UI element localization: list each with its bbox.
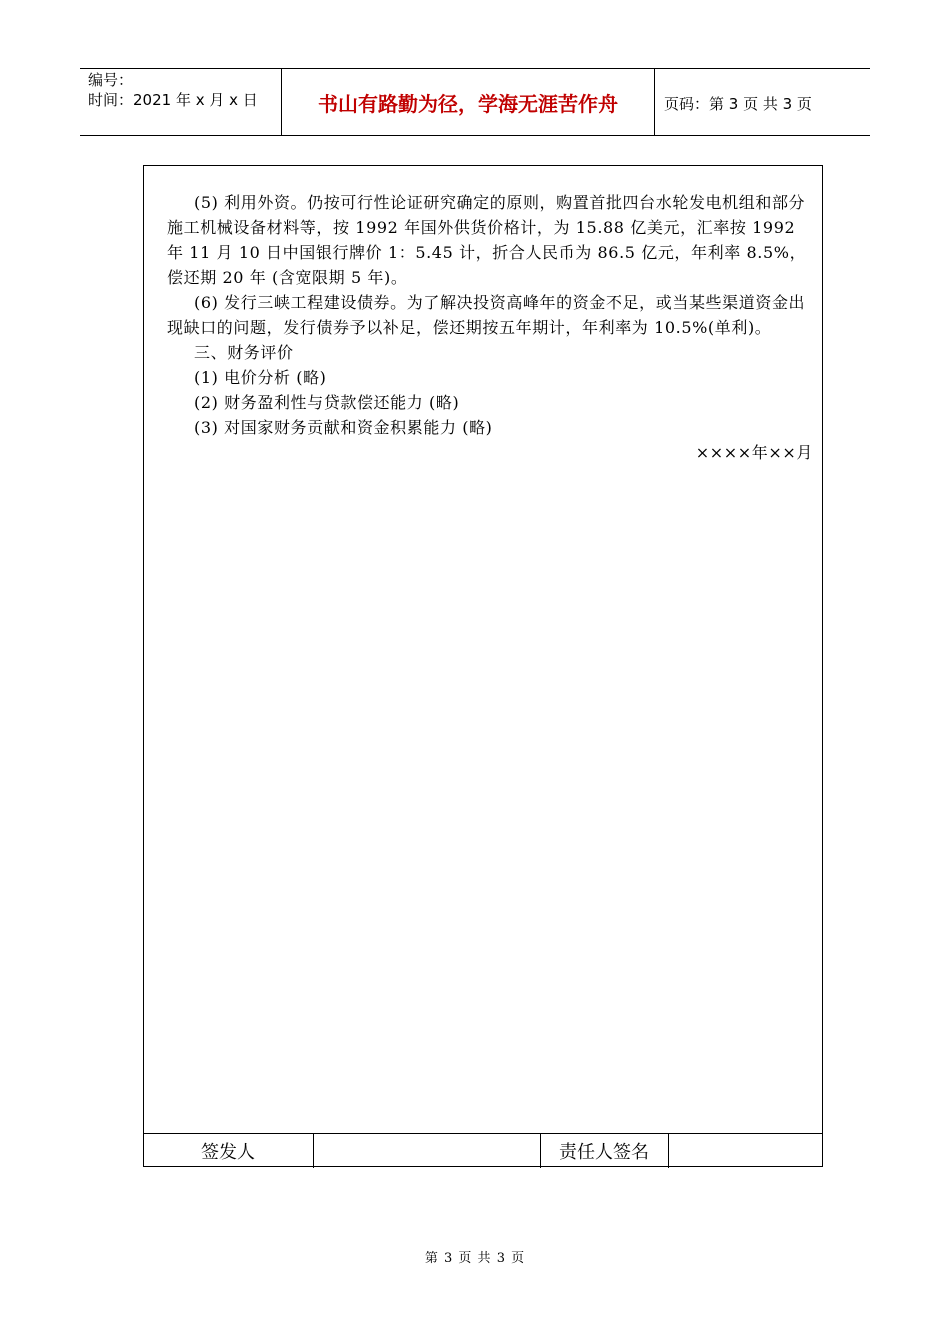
- issuer-label: 签发人: [201, 1142, 255, 1163]
- paragraph-construction-bonds: (6) 发行三峡工程建设债券。为了解决投资高峰年的资金不足，或当某些渠道资金出现缺口的问题，发行债券予以补足，偿还期按五年期计，年利率为 10.5%(单利)。: [167, 293, 806, 337]
- header-motto: 书山有路勤为径，学海无涯苦作舟: [318, 91, 618, 116]
- document-number-label: 编号：: [88, 71, 134, 89]
- document-time-label: 时间：2021 年 x 月 x 日: [88, 91, 258, 109]
- header-page-indicator: 页码：第 3 页 共 3 页: [664, 95, 812, 113]
- page-footer: 第 3 页 共 3 页: [424, 1251, 526, 1266]
- list-item-profitability: (2) 财务盈利性与贷款偿还能力 (略): [194, 393, 460, 412]
- responsible-signature-label: 责任人签名: [559, 1142, 649, 1163]
- issuer-field[interactable]: [313, 1134, 540, 1168]
- paragraph-foreign-investment: (5) 利用外资。仍按可行性论证研究确定的原则，购置首批四台水轮发电机组和部分施工机械设备材料等，按 1992 年国外供货价格计，为 15.88 亿美元，汇率按 1992 年 11 月 10 日中国银行牌价 1：5.45 计，折合人民币为 86.5 亿元，年利率 8.5%，偿还期 20 年 (含宽限期 5 年)。: [167, 193, 807, 287]
- document-body: [167, 190, 813, 465]
- header-divider-right: [654, 68, 655, 136]
- responsible-signature-field[interactable]: [668, 1134, 823, 1168]
- signature-row: [143, 1133, 823, 1167]
- header-meta: [88, 70, 258, 110]
- list-item-price-analysis: (1) 电价分析 (略): [194, 368, 327, 387]
- section-title-financial-evaluation: 三、财务评价: [194, 343, 294, 362]
- list-item-national-contribution: (3) 对国家财务贡献和资金积累能力 (略): [194, 418, 493, 437]
- document-date: ××××年××月: [695, 443, 813, 462]
